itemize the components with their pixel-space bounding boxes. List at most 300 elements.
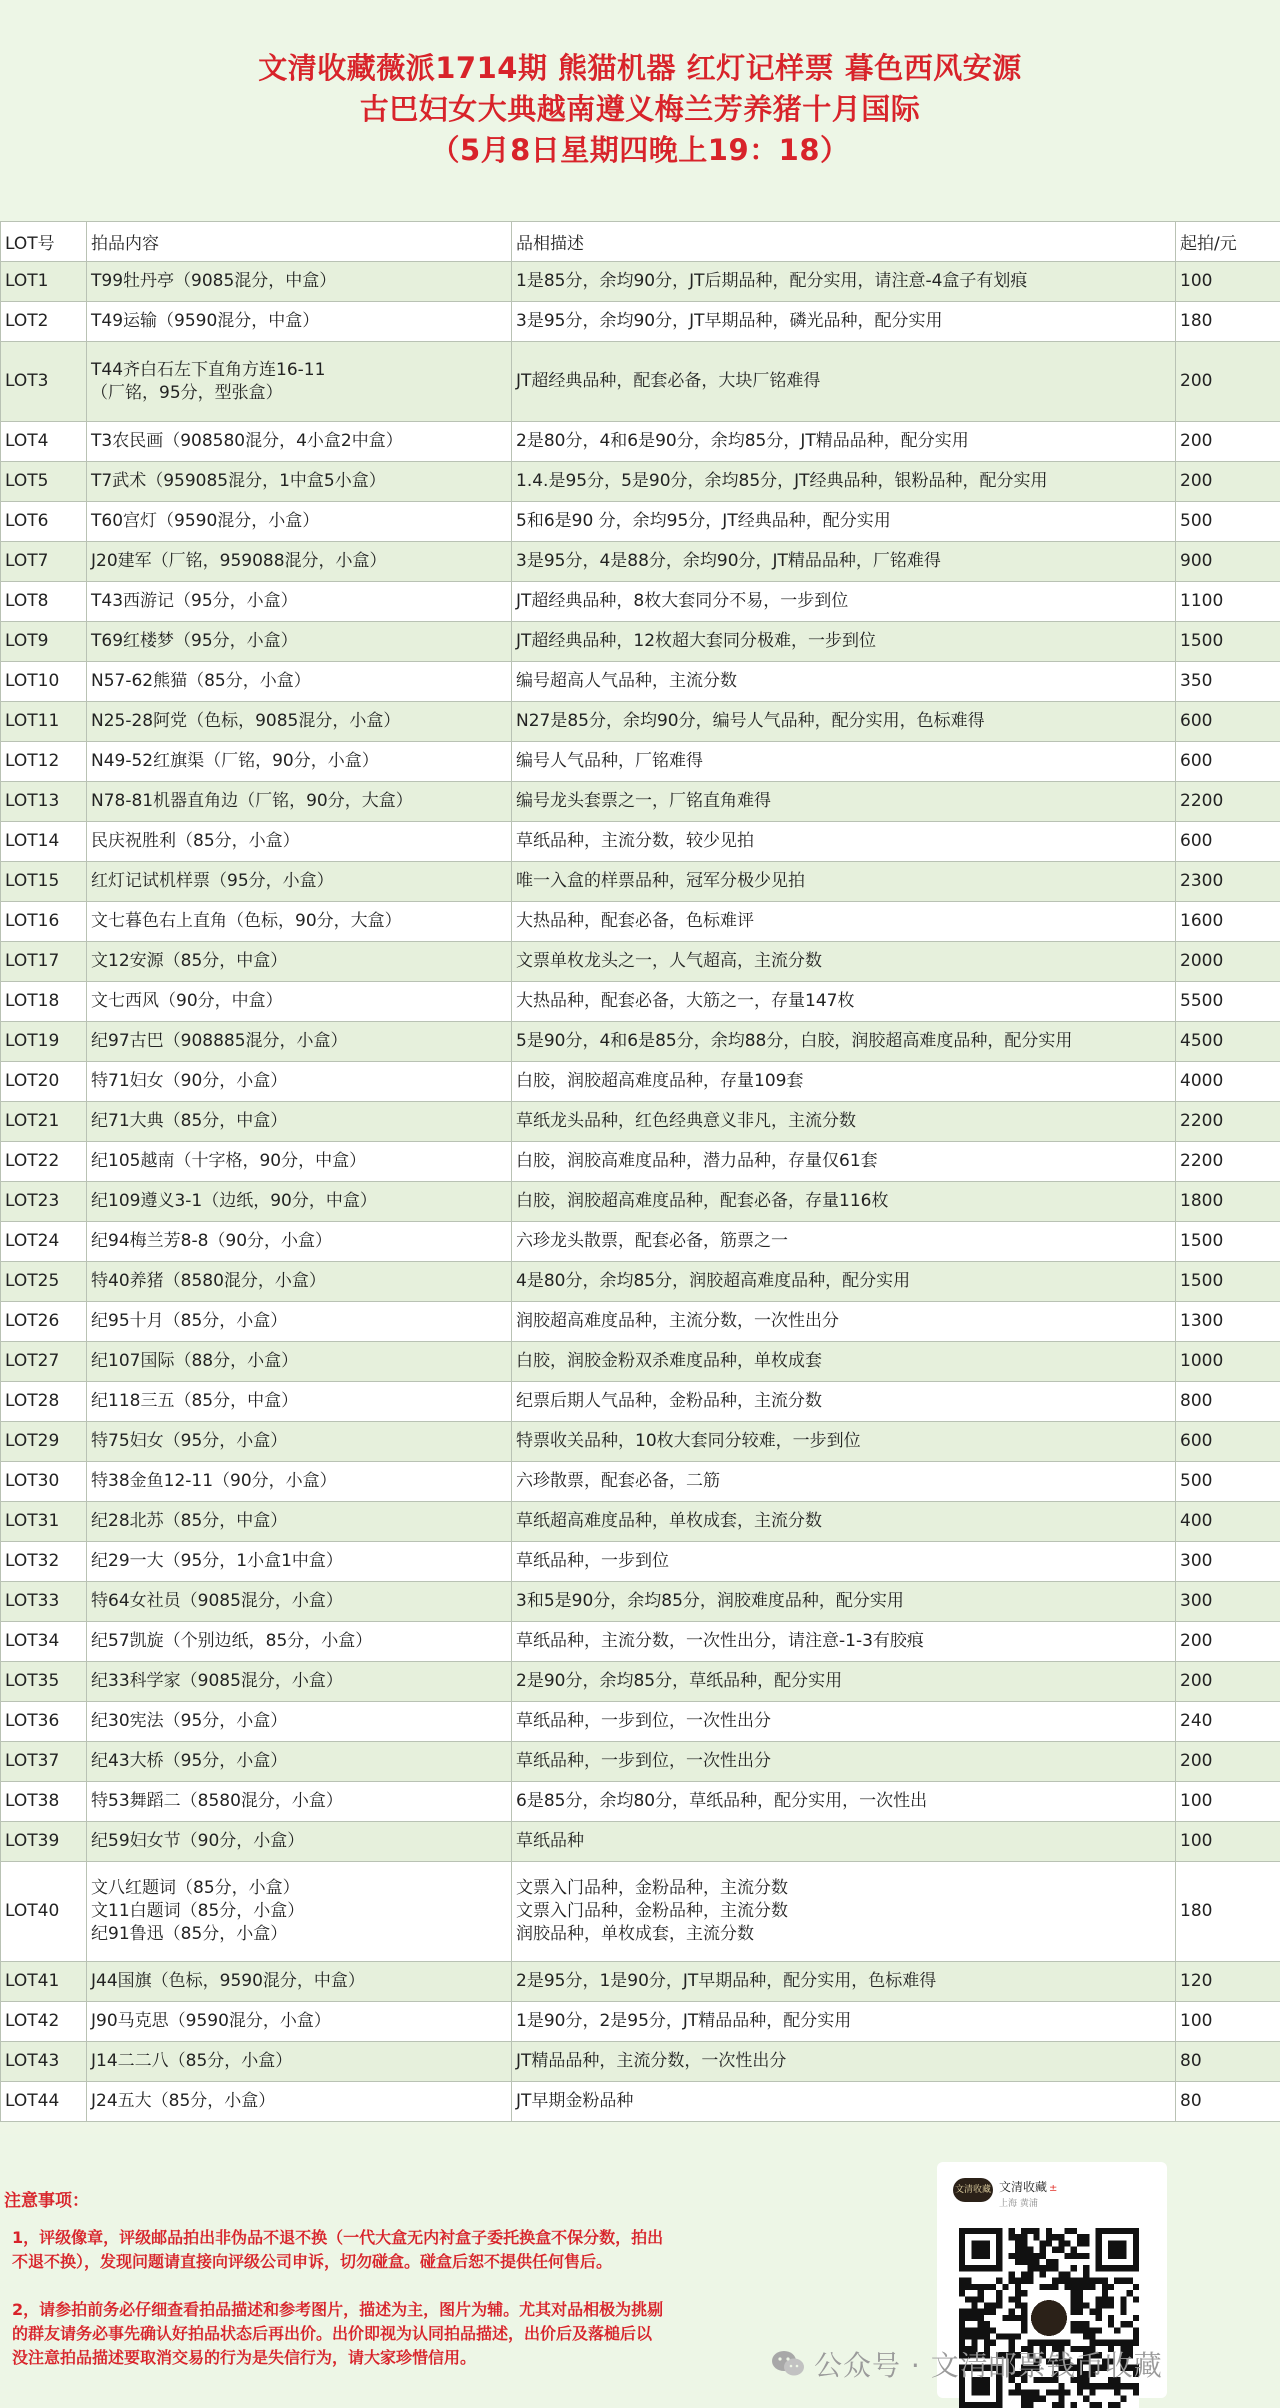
lot-number-cell	[1, 1222, 87, 1262]
col-header-price: 起拍/元	[1176, 222, 1280, 262]
lot-item-cell	[87, 1862, 512, 1962]
lot-number-cell	[1, 982, 87, 1022]
lot-item-text: J24五大（85分，小盒）	[91, 2091, 275, 2111]
table-row	[1, 702, 1280, 742]
lot-item-text: 纪43大桥（95分，小盒）	[91, 1751, 287, 1771]
lot-desc-cell	[512, 2002, 1176, 2042]
table-row	[1, 1222, 1280, 1262]
lot-desc-cell	[512, 1022, 1176, 1062]
lot-item-cell	[87, 262, 512, 302]
table-header-row	[1, 222, 1280, 262]
lot-desc-text: 大热品种，配套必备，色标难评	[516, 911, 754, 931]
lot-price-cell	[1176, 422, 1280, 462]
lot-item-text: 纪30宪法（95分，小盒）	[91, 1711, 287, 1731]
table-row	[1, 662, 1280, 702]
lot-price-cell	[1176, 1702, 1280, 1742]
lot-desc-cell	[512, 302, 1176, 342]
footer	[0, 2134, 1280, 2407]
lot-number-text: LOT31	[5, 1511, 59, 1531]
lot-number-text: LOT2	[5, 311, 48, 331]
lot-price-text: 200	[1180, 431, 1212, 451]
lot-item-cell	[87, 1742, 512, 1782]
lot-item-cell	[87, 902, 512, 942]
lot-item-cell	[87, 1022, 512, 1062]
account-name-text: 文清收藏	[999, 2180, 1047, 2194]
lot-price-text: 200	[1180, 1751, 1212, 1771]
lot-price-text: 200	[1180, 371, 1212, 391]
lot-item-cell	[87, 1822, 512, 1862]
lot-desc-text: JT精品品种，主流分数，一次性出分	[516, 2051, 786, 2071]
lot-item-cell	[87, 1102, 512, 1142]
table-row	[1, 1342, 1280, 1382]
title-line-2: 古巴妇女大典越南遵义梅兰芳养猪十月国际	[0, 89, 1280, 130]
lot-price-cell	[1176, 1662, 1280, 1702]
lot-item-cell	[87, 302, 512, 342]
lot-desc-text: 六珍龙头散票，配套必备，筋票之一	[516, 1231, 788, 1251]
lot-number-cell	[1, 262, 87, 302]
lot-number-text: LOT42	[5, 2011, 59, 2031]
lot-price-cell	[1176, 1102, 1280, 1142]
lot-item-cell	[87, 462, 512, 502]
lot-desc-text: 文票入门品种，金粉品种，主流分数 文票入门品种，金粉品种，主流分数 润胶品种，单枚成套，主流分数	[516, 1878, 788, 1944]
lot-price-text: 100	[1180, 1791, 1212, 1811]
table-row	[1, 342, 1280, 422]
lot-desc-text: 编号龙头套票之一，厂铭直角难得	[516, 791, 771, 811]
lot-number-cell	[1, 1102, 87, 1142]
lot-number-cell	[1, 782, 87, 822]
lot-number-text: LOT9	[5, 631, 48, 651]
lot-desc-cell	[512, 862, 1176, 902]
table-row	[1, 1022, 1280, 1062]
lot-item-text: 纪95十月（85分，小盒）	[91, 1311, 287, 1331]
lot-price-text: 1600	[1180, 911, 1223, 931]
lot-desc-text: 编号超高人气品种，主流分数	[516, 671, 737, 691]
lot-number-cell	[1, 1782, 87, 1822]
lot-item-cell	[87, 862, 512, 902]
lot-table	[0, 221, 1280, 2122]
lot-desc-cell	[512, 1622, 1176, 1662]
lot-price-text: 4000	[1180, 1071, 1223, 1091]
lot-desc-text: 5是90分，4和6是85分，余均88分，白胶，润胶超高难度品种，配分实用	[516, 1031, 1072, 1051]
lot-desc-text: 草纸品种，主流分数，一次性出分，请注意-1-3有胶痕	[516, 1631, 924, 1651]
lot-item-cell	[87, 2082, 512, 2122]
lot-price-text: 300	[1180, 1551, 1212, 1571]
lot-item-cell	[87, 1342, 512, 1382]
lot-number-text: LOT22	[5, 1151, 59, 1171]
lot-desc-cell	[512, 902, 1176, 942]
lot-item-text: J20建军（厂铭，959088混分，小盒）	[91, 551, 387, 571]
lot-item-text: 文12安源（85分，中盒）	[91, 951, 287, 971]
lot-item-cell	[87, 982, 512, 1022]
lot-number-cell	[1, 342, 87, 422]
lot-number-cell	[1, 822, 87, 862]
lot-number-text: LOT15	[5, 871, 59, 891]
lot-number-text: LOT35	[5, 1671, 59, 1691]
lot-desc-text: 4是80分，余均85分，润胶超高难度品种，配分实用	[516, 1271, 910, 1291]
lot-desc-text: 1是85分，余均90分，JT后期品种，配分实用，请注意-4盒子有划痕	[516, 271, 1027, 291]
lot-desc-text: 2是90分，余均85分，草纸品种，配分实用	[516, 1671, 842, 1691]
lot-item-text: 纪29一大（95分，1小盒1中盒）	[91, 1551, 343, 1571]
lot-number-cell	[1, 942, 87, 982]
lot-price-text: 200	[1180, 1671, 1212, 1691]
lot-item-text: J14二二八（85分，小盒）	[91, 2051, 292, 2071]
lot-number-cell	[1, 1382, 87, 1422]
lot-number-cell	[1, 1142, 87, 1182]
table-row	[1, 462, 1280, 502]
table-row	[1, 1742, 1280, 1782]
lot-price-text: 180	[1180, 1901, 1212, 1921]
lot-desc-text: 2是95分，1是90分，JT早期品种，配分实用，色标难得	[516, 1971, 936, 1991]
lot-number-cell	[1, 1302, 87, 1342]
lot-number-cell	[1, 2002, 87, 2042]
table-row	[1, 502, 1280, 542]
lot-desc-cell	[512, 1222, 1176, 1262]
lot-price-cell	[1176, 582, 1280, 622]
lot-price-cell	[1176, 782, 1280, 822]
lot-desc-cell	[512, 742, 1176, 782]
lot-number-text: LOT20	[5, 1071, 59, 1091]
lot-number-cell	[1, 1062, 87, 1102]
lot-price-text: 80	[1180, 2051, 1202, 2071]
lot-number-cell	[1, 1182, 87, 1222]
table-row	[1, 1142, 1280, 1182]
account-location: 上海 黄浦	[999, 2196, 1038, 2209]
lot-price-text: 1500	[1180, 1231, 1223, 1251]
lot-number-cell	[1, 2082, 87, 2122]
lot-desc-text: 3是95分，余均90分，JT早期品种，磷光品种，配分实用	[516, 311, 942, 331]
lot-item-text: 特53舞蹈二（8580混分，小盒）	[91, 1791, 343, 1811]
lot-desc-cell	[512, 1862, 1176, 1962]
lot-desc-text: JT超经典品种，配套必备，大块厂铭难得	[516, 371, 820, 391]
lot-number-cell	[1, 1622, 87, 1662]
title-line-3: （5月8日星期四晚上19：18）	[0, 130, 1280, 171]
lot-desc-cell	[512, 1142, 1176, 1182]
lot-price-cell	[1176, 2082, 1280, 2122]
lot-price-cell	[1176, 662, 1280, 702]
lot-price-cell	[1176, 1182, 1280, 1222]
lot-item-text: 特64女社员（9085混分，小盒）	[91, 1591, 343, 1611]
lot-number-text: LOT23	[5, 1191, 59, 1211]
lot-number-text: LOT32	[5, 1551, 59, 1571]
lot-desc-text: 6是85分，余均80分，草纸品种，配分实用，一次性出	[516, 1791, 927, 1811]
lot-price-cell	[1176, 2042, 1280, 2082]
lot-item-cell	[87, 542, 512, 582]
lot-desc-text: 1.4.是95分，5是90分，余均85分，JT经典品种，银粉品种，配分实用	[516, 471, 1048, 491]
table-row	[1, 1662, 1280, 1702]
lot-number-text: LOT12	[5, 751, 59, 771]
lot-price-text: 1100	[1180, 591, 1223, 611]
lot-number-cell	[1, 1462, 87, 1502]
lot-number-text: LOT6	[5, 511, 48, 531]
lot-number-text: LOT40	[5, 1901, 59, 1921]
lot-number-text: LOT27	[5, 1351, 59, 1371]
lot-desc-cell	[512, 1742, 1176, 1782]
lot-number-text: LOT43	[5, 2051, 59, 2071]
lot-desc-cell	[512, 2082, 1176, 2122]
lot-price-text: 900	[1180, 551, 1212, 571]
lot-price-text: 240	[1180, 1711, 1212, 1731]
lot-price-text: 120	[1180, 1971, 1212, 1991]
lot-item-text: T43西游记（95分，小盒）	[91, 591, 298, 611]
lot-price-cell	[1176, 1622, 1280, 1662]
table-row	[1, 1422, 1280, 1462]
table-row	[1, 1702, 1280, 1742]
lot-item-text: 纪94梅兰芳8-8（90分，小盒）	[91, 1231, 332, 1251]
lot-desc-text: 白胶，润胶超高难度品种，存量109套	[516, 1071, 803, 1091]
lot-item-cell	[87, 2002, 512, 2042]
lot-number-cell	[1, 1542, 87, 1582]
lot-desc-text: 特票收关品种，10枚大套同分较难，一步到位	[516, 1431, 861, 1451]
lot-price-cell	[1176, 1062, 1280, 1102]
lot-price-text: 500	[1180, 511, 1212, 531]
lot-number-text: LOT39	[5, 1831, 59, 1851]
lot-number-text: LOT38	[5, 1791, 59, 1811]
lot-desc-cell	[512, 582, 1176, 622]
lot-desc-text: 草纸品种	[516, 1831, 584, 1851]
lot-desc-cell	[512, 1102, 1176, 1142]
lot-price-cell	[1176, 1222, 1280, 1262]
col-header-lot: LOT号	[1, 222, 87, 262]
lot-desc-cell	[512, 1182, 1176, 1222]
lot-item-cell	[87, 1062, 512, 1102]
lot-price-text: 100	[1180, 271, 1212, 291]
lot-price-cell	[1176, 1142, 1280, 1182]
lot-desc-cell	[512, 662, 1176, 702]
lot-number-text: LOT8	[5, 591, 48, 611]
lot-price-cell	[1176, 262, 1280, 302]
table-row	[1, 942, 1280, 982]
lot-price-text: 350	[1180, 671, 1212, 691]
lot-number-cell	[1, 1822, 87, 1862]
lot-item-text: T99牡丹亭（9085混分，中盒）	[91, 271, 336, 291]
lot-desc-cell	[512, 1422, 1176, 1462]
lot-price-text: 600	[1180, 1431, 1212, 1451]
lot-item-text: T69红楼梦（95分，小盒）	[91, 631, 298, 651]
lot-item-text: 纪33科学家（9085混分，小盒）	[91, 1671, 343, 1691]
lot-item-text: 纪28北苏（85分，中盒）	[91, 1511, 287, 1531]
lot-item-cell	[87, 1582, 512, 1622]
lot-price-text: 180	[1180, 311, 1212, 331]
lot-price-cell	[1176, 1862, 1280, 1962]
lot-price-text: 2000	[1180, 951, 1223, 971]
lot-item-cell	[87, 1662, 512, 1702]
lot-price-text: 1800	[1180, 1191, 1223, 1211]
lot-item-text: 纪71大典（85分，中盒）	[91, 1111, 287, 1131]
lot-item-text: 民庆祝胜利（85分，小盒）	[91, 831, 300, 851]
lot-item-text: J90马克思（9590混分，小盒）	[91, 2011, 331, 2031]
lot-item-cell	[87, 1382, 512, 1422]
lot-desc-text: N27是85分，余均90分，编号人气品种，配分实用，色标难得	[516, 711, 985, 731]
table-row	[1, 1822, 1280, 1862]
table-row	[1, 1542, 1280, 1582]
lot-desc-cell	[512, 1502, 1176, 1542]
lot-desc-cell	[512, 1962, 1176, 2002]
lot-desc-cell	[512, 1462, 1176, 1502]
lot-number-cell	[1, 1262, 87, 1302]
table-row	[1, 1782, 1280, 1822]
lot-number-text: LOT41	[5, 1971, 59, 1991]
lot-desc-cell	[512, 542, 1176, 582]
lot-desc-cell	[512, 1542, 1176, 1582]
lot-number-text: LOT13	[5, 791, 59, 811]
lot-price-text: 1500	[1180, 631, 1223, 651]
lot-price-cell	[1176, 1022, 1280, 1062]
lot-number-text: LOT16	[5, 911, 59, 931]
table-row	[1, 302, 1280, 342]
lot-price-cell	[1176, 1462, 1280, 1502]
lot-price-cell	[1176, 462, 1280, 502]
lot-number-cell	[1, 1962, 87, 2002]
lot-price-text: 1300	[1180, 1311, 1223, 1331]
lot-desc-cell	[512, 982, 1176, 1022]
lot-desc-text: 文票单枚龙头之一，人气超高，主流分数	[516, 951, 822, 971]
table-row	[1, 1302, 1280, 1342]
lot-item-text: T49运输（9590混分，中盒）	[91, 311, 319, 331]
lot-number-text: LOT30	[5, 1471, 59, 1491]
lot-number-cell	[1, 422, 87, 462]
lot-number-text: LOT25	[5, 1271, 59, 1291]
lot-number-cell	[1, 1342, 87, 1382]
watermark	[770, 2344, 1163, 2384]
lot-desc-cell	[512, 1822, 1176, 1862]
watermark-text: 公众号 · 文清邮票钱币收藏	[814, 2344, 1163, 2384]
lot-desc-text: 1是90分，2是95分，JT精品品种，配分实用	[516, 2011, 851, 2031]
lot-item-text: N25-28阿党（色标，9085混分，小盒）	[91, 711, 400, 731]
lot-desc-cell	[512, 1302, 1176, 1342]
table-row	[1, 902, 1280, 942]
lot-price-cell	[1176, 1542, 1280, 1582]
lot-item-text: 纪97古巴（908885混分，小盒）	[91, 1031, 348, 1051]
lot-item-text: 特75妇女（95分，小盒）	[91, 1431, 287, 1451]
lot-item-cell	[87, 1702, 512, 1742]
lot-desc-cell	[512, 702, 1176, 742]
lot-desc-text: 3和5是90分，余均85分，润胶难度品种，配分实用	[516, 1591, 904, 1611]
lot-item-cell	[87, 422, 512, 462]
lot-number-cell	[1, 542, 87, 582]
table-row	[1, 2042, 1280, 2082]
lot-price-text: 100	[1180, 1831, 1212, 1851]
lot-number-cell	[1, 302, 87, 342]
lot-price-cell	[1176, 342, 1280, 422]
table-row	[1, 1582, 1280, 1622]
table-row	[1, 782, 1280, 822]
lot-price-cell	[1176, 502, 1280, 542]
lot-desc-text: 唯一入盒的样票品种，冠军分极少见拍	[516, 871, 805, 891]
lot-number-text: LOT1	[5, 271, 48, 291]
lot-desc-text: 纪票后期人气品种，金粉品种，主流分数	[516, 1391, 822, 1411]
lot-price-text: 80	[1180, 2091, 1202, 2111]
lot-price-cell	[1176, 902, 1280, 942]
lot-desc-cell	[512, 1382, 1176, 1422]
lot-desc-text: 白胶，润胶超高难度品种，配套必备，存量116枚	[516, 1191, 888, 1211]
lot-item-cell	[87, 582, 512, 622]
lot-desc-cell	[512, 782, 1176, 822]
lot-item-text: 红灯记试机样票（95分，小盒）	[91, 871, 334, 891]
lot-price-text: 2300	[1180, 871, 1223, 891]
lot-desc-cell	[512, 1662, 1176, 1702]
lot-item-cell	[87, 1302, 512, 1342]
lot-number-text: LOT33	[5, 1591, 59, 1611]
table-row	[1, 2002, 1280, 2042]
lot-price-text: 1000	[1180, 1351, 1223, 1371]
lot-item-cell	[87, 822, 512, 862]
lot-item-cell	[87, 742, 512, 782]
lot-desc-cell	[512, 622, 1176, 662]
lot-price-text: 2200	[1180, 791, 1223, 811]
lot-desc-text: 草纸品种，一步到位，一次性出分	[516, 1751, 771, 1771]
lot-price-text: 400	[1180, 1511, 1212, 1531]
lot-item-text: 文七暮色右上直角（色标，90分，大盒）	[91, 911, 402, 931]
notice-1: 1，评级像章，评级邮品拍出非伪品不退不换（一代大盒无内衬盒子委托换盒不保分数，拍出 不退不换），发现问题请直接向评级公司申诉，切勿碰盒。碰盒后恕不提供任何售后。	[12, 2226, 772, 2274]
lot-number-cell	[1, 662, 87, 702]
table-row	[1, 982, 1280, 1022]
lot-price-text: 4500	[1180, 1031, 1223, 1051]
lot-price-cell	[1176, 702, 1280, 742]
lot-item-cell	[87, 2042, 512, 2082]
lot-number-cell	[1, 1022, 87, 1062]
lot-desc-cell	[512, 342, 1176, 422]
lot-number-cell	[1, 902, 87, 942]
lot-number-text: LOT29	[5, 1431, 59, 1451]
lot-desc-cell	[512, 502, 1176, 542]
lot-price-cell	[1176, 1742, 1280, 1782]
lot-number-cell	[1, 462, 87, 502]
col-header-desc: 品相描述	[512, 222, 1176, 262]
lot-desc-text: 草纸品种，一步到位	[516, 1551, 669, 1571]
lot-item-cell	[87, 1502, 512, 1542]
lot-price-cell	[1176, 1962, 1280, 2002]
lot-number-cell	[1, 1662, 87, 1702]
lot-number-text: LOT34	[5, 1631, 59, 1651]
lot-number-text: LOT26	[5, 1311, 59, 1331]
lot-price-cell	[1176, 1382, 1280, 1422]
lot-item-cell	[87, 502, 512, 542]
lot-desc-text: 白胶，润胶高难度品种，潜力品种，存量仅61套	[516, 1151, 878, 1171]
table-row	[1, 1462, 1280, 1502]
lot-price-text: 600	[1180, 751, 1212, 771]
lot-number-cell	[1, 1742, 87, 1782]
lot-item-cell	[87, 1262, 512, 1302]
lot-price-cell	[1176, 302, 1280, 342]
lot-item-cell	[87, 1182, 512, 1222]
table-row	[1, 1502, 1280, 1542]
lot-desc-cell	[512, 422, 1176, 462]
table-row	[1, 542, 1280, 582]
lot-desc-cell	[512, 1782, 1176, 1822]
lot-item-text: 纪118三五（85分，中盒）	[91, 1391, 298, 1411]
table-row	[1, 1182, 1280, 1222]
table-row	[1, 822, 1280, 862]
lot-number-text: LOT18	[5, 991, 59, 1011]
lot-number-cell	[1, 2042, 87, 2082]
lot-desc-text: 编号人气品种，厂铭难得	[516, 751, 703, 771]
lot-number-text: LOT11	[5, 711, 59, 731]
lot-desc-cell	[512, 1342, 1176, 1382]
lot-item-cell	[87, 1962, 512, 2002]
col-header-item: 拍品内容	[87, 222, 512, 262]
lot-item-cell	[87, 1142, 512, 1182]
lot-number-text: LOT36	[5, 1711, 59, 1731]
lot-price-cell	[1176, 1582, 1280, 1622]
lot-price-cell	[1176, 1342, 1280, 1382]
lot-price-text: 200	[1180, 1631, 1212, 1651]
lot-item-text: 文七西风（90分，中盒）	[91, 991, 283, 1011]
lot-price-text: 2200	[1180, 1111, 1223, 1131]
lot-price-cell	[1176, 1262, 1280, 1302]
lot-price-cell	[1176, 1422, 1280, 1462]
lot-number-text: LOT19	[5, 1031, 59, 1051]
lot-number-cell	[1, 1702, 87, 1742]
